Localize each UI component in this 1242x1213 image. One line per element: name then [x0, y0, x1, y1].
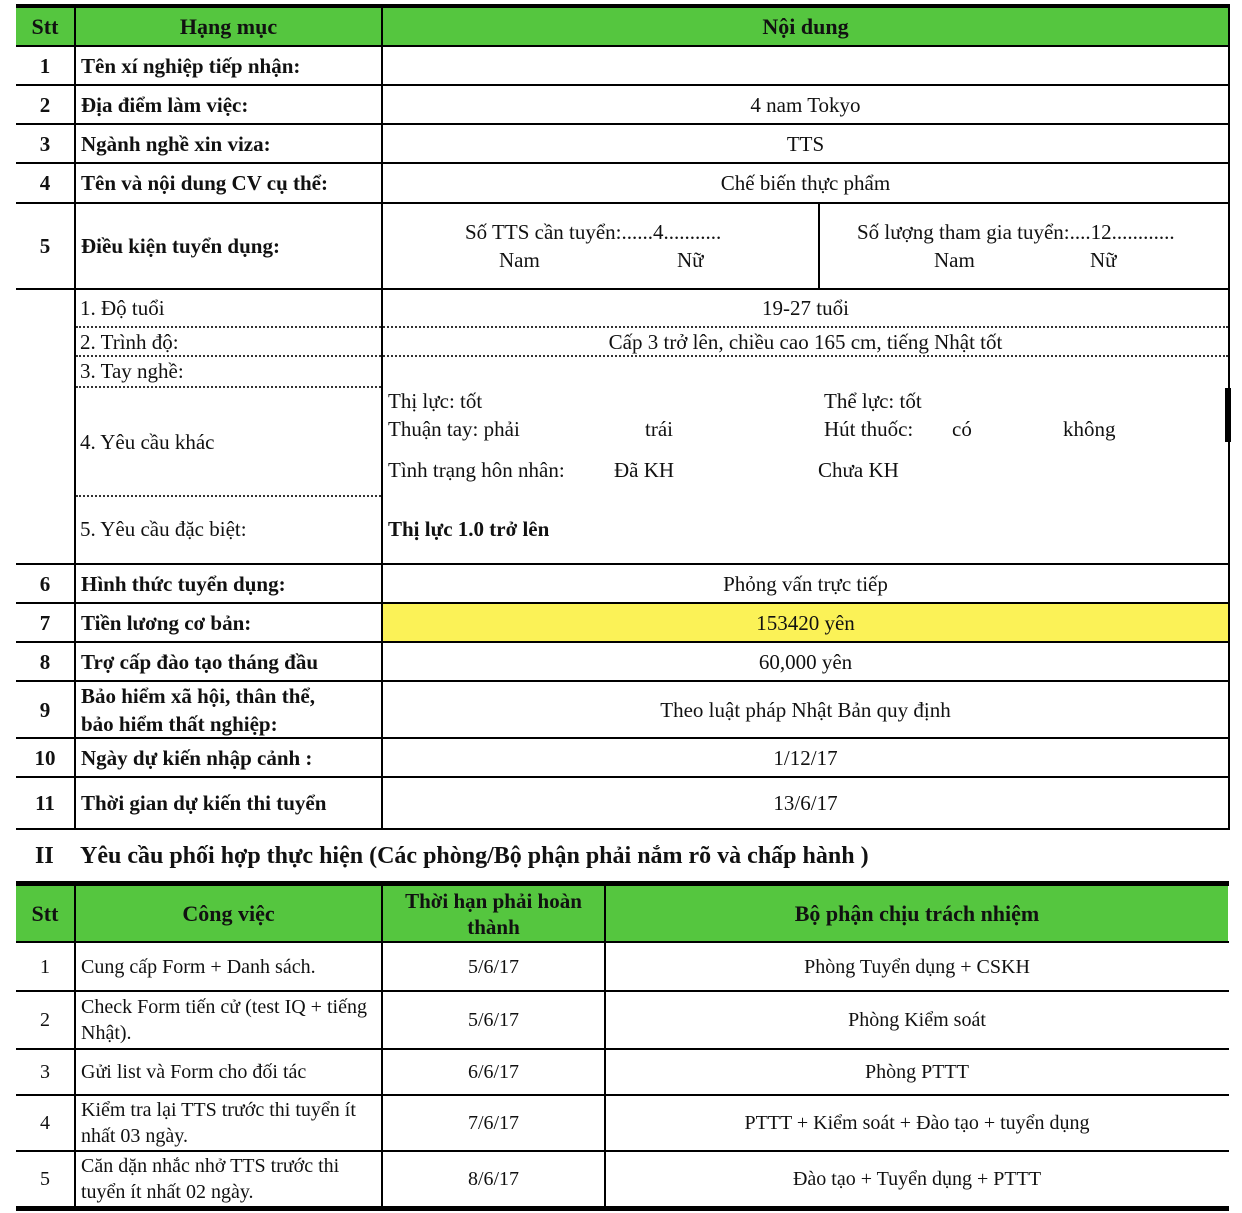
- table2-header-dept: Bộ phận chịu trách nhiệm: [794, 900, 1040, 926]
- criteria-education-label: 2. Trình độ:: [80, 330, 179, 354]
- row-number: 4: [39, 171, 51, 195]
- row-value: 4 nam Tokyo: [750, 92, 861, 117]
- row-value: 1/12/17: [773, 745, 838, 770]
- task-description: [76, 1050, 381, 1094]
- task-description: [76, 1096, 381, 1150]
- criteria-special-label: 5. Yêu cầu đặc biệt:: [80, 517, 247, 541]
- row-value: [383, 47, 1228, 84]
- task-number: 2: [40, 1009, 50, 1031]
- header-category: Hạng mục: [179, 13, 278, 39]
- row-number: 7: [39, 610, 51, 635]
- row-label: [76, 682, 381, 737]
- row-number: 5: [39, 234, 51, 258]
- row-number: 8: [39, 649, 51, 674]
- row-number: 9: [39, 697, 51, 722]
- row-number: 1: [39, 53, 51, 78]
- task-line: Căn dặn nhắc nhở TTS trước thi: [81, 1155, 340, 1177]
- marital-label: Tình trạng hôn nhân:: [388, 458, 565, 482]
- task-department: Phòng Kiểm soát: [848, 1009, 986, 1031]
- header-stt: Stt: [31, 13, 59, 39]
- task-deadline: 7/6/17: [467, 1112, 520, 1134]
- task-deadline: 5/6/17: [467, 955, 520, 978]
- row-number: 10: [34, 745, 56, 770]
- marital-married: Đã KH: [614, 458, 675, 482]
- recruit-participants: Số lượng tham gia tuyển:....12............: [857, 220, 1175, 244]
- task-description: [76, 943, 381, 990]
- special-requirement-value: Thị lực 1.0 trở lên: [388, 517, 550, 541]
- recruit-participants-male: Nam: [934, 248, 975, 272]
- criteria-age-value: 19-27 tuổi: [762, 296, 849, 320]
- criteria-skill-label: 3. Tay nghề:: [80, 359, 184, 383]
- header-line: thành: [467, 914, 520, 939]
- row-value: 60,000 yên: [758, 649, 853, 674]
- recruit-participants-female: Nữ: [1090, 248, 1117, 272]
- row-value: 13/6/17: [773, 791, 838, 815]
- smoking-yes: có: [952, 417, 972, 441]
- task-department: Đào tạo + Tuyển dụng + PTTT: [792, 1168, 1042, 1190]
- task-deadline: 5/6/17: [467, 1009, 520, 1031]
- row-number: 3: [39, 131, 51, 156]
- task-line: Kiểm tra lại TTS trước thi tuyển ít: [81, 1099, 356, 1121]
- task-line: Cung cấp Form + Danh sách.: [81, 955, 316, 978]
- task-description: [76, 992, 381, 1048]
- recruit-needed-female: Nữ: [677, 248, 704, 272]
- row-label: Thời gian dự kiến thi tuyển: [81, 791, 327, 815]
- eyesight-text: Thị lực: tốt: [388, 389, 483, 413]
- header-line: Thời hạn phải hoàn: [405, 888, 582, 913]
- section-title: Yêu cầu phối hợp thực hiện (Các phòng/Bộ phận phải nắm rõ và chấp hành ): [80, 843, 869, 869]
- row-value: Theo luật pháp Nhật Bản quy định: [660, 697, 951, 722]
- task-number: 4: [40, 1112, 50, 1134]
- handedness-label: Thuận tay: phải: [388, 417, 520, 441]
- task-line: Check Form tiến cử (test IQ + tiếng: [81, 996, 367, 1018]
- row-number: 11: [35, 791, 55, 815]
- row-label: Ngày dự kiến nhập cảnh :: [81, 745, 313, 770]
- task-number: 1: [40, 955, 50, 978]
- row-label: Tiền lương cơ bản:: [81, 610, 252, 635]
- task-deadline: 8/6/17: [467, 1168, 520, 1190]
- task-number: 5: [40, 1168, 50, 1190]
- row-number: 6: [39, 571, 51, 596]
- row-label-line: bảo hiểm thất nghiệp:: [81, 711, 278, 736]
- row-label: Điều kiện tuyển dụng:: [81, 234, 280, 258]
- task-deadline: 6/6/17: [467, 1061, 520, 1083]
- criteria-other-label: 4. Yêu cầu khác: [80, 430, 215, 454]
- row-label: Ngành nghề xin viza:: [81, 131, 271, 156]
- recruit-needed: Số TTS cần tuyển:......4...........: [465, 220, 722, 244]
- row-label: Tên và nội dung CV cụ thể:: [81, 171, 328, 195]
- table2-header-stt: Stt: [31, 900, 59, 926]
- task-line: nhất 03 ngày.: [81, 1125, 189, 1147]
- row-label-line: Bảo hiểm xã hội, thân thể,: [81, 683, 315, 708]
- handedness-left: trái: [645, 417, 673, 441]
- salary-value: 153420 yên: [756, 610, 855, 635]
- scroll-marker: [1225, 388, 1231, 442]
- row-label: Tên xí nghiệp tiếp nhận:: [81, 53, 301, 78]
- task-line: Nhật).: [81, 1022, 132, 1044]
- fitness-text: Thể lực: tốt: [824, 389, 922, 413]
- table2-header-deadline: [383, 886, 604, 941]
- task-number: 3: [40, 1061, 50, 1083]
- row-label: Địa điểm làm việc:: [81, 92, 249, 117]
- recruit-needed-male: Nam: [499, 248, 540, 272]
- row-value: Phỏng vấn trực tiếp: [723, 571, 888, 596]
- row-value: TTS: [786, 131, 825, 156]
- task-line: Gửi list và Form cho đối tác: [81, 1061, 307, 1083]
- smoking-label: Hút thuốc:: [824, 417, 914, 441]
- task-department: Phòng Tuyển dụng + CSKH: [804, 955, 1030, 978]
- task-line: tuyển ít nhất 02 ngày.: [81, 1181, 254, 1203]
- smoking-no: không: [1063, 417, 1116, 441]
- marital-single: Chưa KH: [818, 458, 899, 482]
- row-number: 2: [39, 92, 51, 117]
- task-department: Phòng PTTT: [865, 1061, 969, 1083]
- section-numeral: II: [35, 843, 54, 869]
- row-value: Chế biến thực phẩm: [720, 171, 891, 195]
- task-description: [76, 1152, 381, 1206]
- criteria-age-label: 1. Độ tuổi: [80, 296, 165, 320]
- row-label: Hình thức tuyển dụng:: [81, 571, 286, 596]
- task-department: PTTT + Kiểm soát + Đào tạo + tuyển dụng: [744, 1112, 1090, 1134]
- criteria-education-value: Cấp 3 trở lên, chiều cao 165 cm, tiếng Nhật tốt: [608, 329, 1003, 354]
- table2-header-task: Công việc: [182, 900, 275, 926]
- header-content: Nội dung: [762, 13, 849, 39]
- row-label: Trợ cấp đào tạo tháng đầu: [81, 649, 319, 674]
